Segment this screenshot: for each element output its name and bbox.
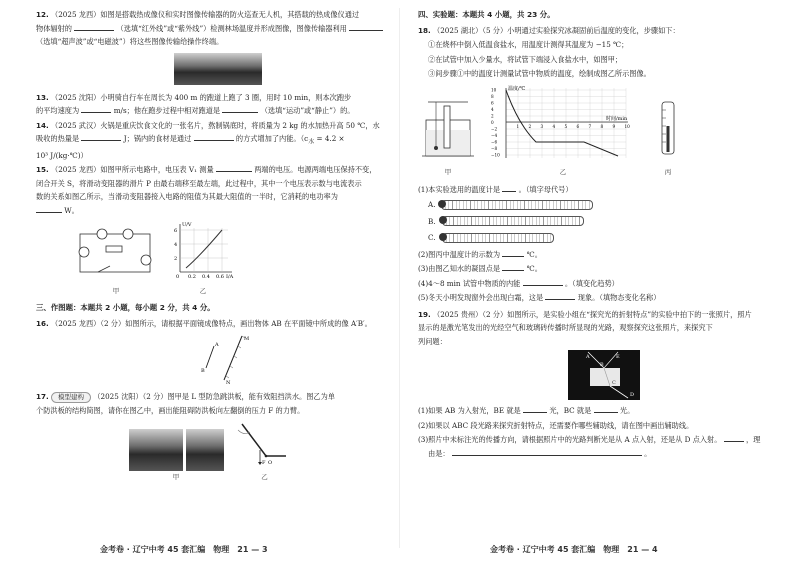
graph-x-label: I/A [226, 274, 234, 281]
question-text: (5)冬天小明发现窗外会出现白霜，这是 [418, 293, 544, 302]
question-text: 物体辐射的 [36, 23, 72, 33]
q18-sub5 [418, 291, 780, 305]
mirror-label-n: N [226, 380, 231, 385]
graph-x-tick: 8 [600, 123, 604, 129]
question-text: 光，BC 就是 [549, 406, 592, 415]
answer-blank[interactable] [502, 183, 516, 192]
question-text: 吸收的热量是 [36, 134, 80, 143]
question-15 [36, 163, 386, 217]
question-16 [36, 317, 386, 331]
question-number: 14. [36, 120, 49, 130]
section-3-heading: 三、作图题：本题共 2 小题，每小题 2 分，共 4 分。 [36, 303, 215, 313]
answer-blank[interactable] [222, 104, 258, 113]
beaker-figure [418, 98, 478, 180]
flood-barrier-closeup [186, 429, 224, 471]
force-label-f: F [261, 460, 265, 467]
graph-y-tick: 6 [491, 100, 494, 105]
question-text: （2025 沈阳）（2 分）图甲是 L 型防急跳洪板，能有效阻挡洪水。图乙为单 [93, 392, 335, 402]
photo-label-a: A [586, 354, 590, 360]
graph-y-tick: 2 [491, 113, 494, 118]
barrier-structure-diagram[interactable] [236, 420, 294, 466]
question-text: (4)4～8 min 试管中物质的内能 [418, 278, 521, 288]
q18-sub3 [418, 262, 780, 276]
thermometer-closeup-figure [648, 98, 688, 180]
refraction-photo[interactable] [568, 350, 640, 400]
photo-label-b: B [600, 362, 604, 368]
graph-y-label: U/V [182, 222, 192, 229]
graph-x-tick: 1 [516, 123, 520, 129]
question-number: 19. [418, 309, 431, 319]
question-text: （2025 武汉）火锅是重庆饮食文化的一张名片，熬制锅底时，将质量为 2 kg 的水加热升高 50 ℃，水 [51, 120, 380, 130]
answer-blank[interactable] [74, 22, 114, 31]
graph-y-tick: 4 [174, 242, 178, 249]
graph-y-tick: 4 [491, 106, 494, 112]
answer-blank[interactable] [523, 277, 563, 286]
graph-x-tick: 10 [624, 123, 630, 129]
question-text: 。（填字母代号） [518, 184, 573, 194]
left-footer: 金考卷 · 辽宁中考 45 套汇编 物理 21 — 3 [100, 544, 268, 554]
question-text: (3)照片中未标注光的传播方向，请根据照片中的光路判断光是从 A 点入射，还是从 D 点入射。 [418, 435, 722, 444]
barrier-structure-figure [236, 420, 294, 484]
q18-sub2 [418, 248, 780, 262]
graph-x-tick: 3 [540, 123, 544, 129]
answer-blank[interactable] [545, 291, 575, 300]
model-building-tag: 模型建构 [51, 392, 91, 403]
graph-x-tick: 9 [612, 123, 616, 129]
figure-caption: 乙 [261, 472, 268, 481]
q19-sub2: (2)如果以 ABC 段光路来探究折射特点，还需要作哪些辅助线，请在图中画出辅助线。 [418, 420, 694, 430]
object-label-a: A [215, 342, 219, 349]
graph-x-tick: 2 [528, 123, 532, 129]
circuit-diagram [76, 228, 156, 280]
step-1: ①在烧杯中倒入低温食盐水，用温度计测得其温度为 −15 ℃； [428, 40, 629, 49]
question-text: 。（填变化趋势） [564, 278, 619, 288]
figure-caption: 丙 [664, 168, 672, 176]
q18-sub1 [418, 183, 780, 197]
mirror-label-m: M [244, 336, 250, 343]
figure-caption: 甲 [172, 472, 180, 481]
question-text: 闭合开关 S，将滑动变阻器的滑片 P 由最右端移至最左端，此过程中，其中一个电压表示数与电流表示 [36, 178, 362, 188]
q19-sub3 [418, 433, 780, 460]
question-text: 数的关系如图乙所示，当滑动变阻器接入电路的阻值为其最大阻值的一半时，它消耗的电功率为 [36, 192, 338, 202]
temperature-time-graph [488, 84, 638, 162]
question-text: （2025 龙西）（2 分）如图所示，请根据平面镜成像特点，画出物体 AB 在平面镜中所成的像 A′B′。 [51, 318, 372, 328]
question-text: 现象。（填物态变化名称） [577, 293, 661, 302]
q15-figures [76, 220, 386, 298]
question-text: m/s；他在跑步过程中相对跑道是 [113, 106, 221, 115]
graph-y-tick: 6 [174, 228, 178, 235]
step-2: ②在试管中加入少量水，将试管下端浸入食盐水中，如图甲； [428, 54, 623, 64]
answer-blank[interactable] [502, 262, 524, 271]
q17-figures [36, 420, 386, 484]
graph-y-tick: 2 [174, 256, 178, 263]
section-4-heading: 四、实验题：本题共 4 小题，共 23 分。 [418, 10, 555, 19]
drone-photo [174, 53, 262, 85]
circuit-figure [76, 228, 156, 298]
question-14 [36, 119, 386, 163]
answer-blank[interactable] [594, 404, 618, 413]
question-text: (1)本实验选用的温度计是 [418, 184, 501, 194]
question-text: ，理 [746, 435, 761, 444]
thermometer-closeup [648, 98, 688, 162]
graph-x-tick: 5 [564, 123, 568, 129]
question-text: （2025 湖北）（5 分）小明通过实验探究冰凝固前后温度的变化，步骤如下： [433, 25, 680, 35]
option-label: B. [428, 216, 436, 226]
question-text: （选填“运动”或“静止”）的。 [260, 106, 355, 115]
cooling-curve [506, 90, 618, 156]
figure-caption: 乙 [199, 286, 207, 295]
flood-barrier-photo [129, 429, 183, 471]
graph-x-label: 时间/min [606, 115, 628, 122]
question-text: 的平均速度为 [36, 106, 80, 115]
right-footer: 金考卷 · 辽宁中考 45 套汇编 物理 21 — 4 [490, 544, 658, 554]
answer-blank[interactable] [523, 404, 547, 413]
answer-blank[interactable] [452, 447, 642, 456]
answer-blank[interactable] [502, 248, 524, 257]
graph-y-tick: −10 [491, 152, 500, 157]
question-19 [418, 308, 780, 349]
thermometer-c-icon [442, 233, 554, 243]
photo-label-e: E [616, 354, 620, 360]
photo-label-c: C [612, 380, 616, 386]
graph-x-tick: 6 [576, 123, 580, 129]
figure-caption: 甲 [112, 286, 120, 295]
answer-blank[interactable] [81, 132, 121, 141]
thermometer-a-icon [441, 200, 593, 210]
graph-y-tick: −2 [491, 126, 498, 131]
option-label: A. [428, 200, 436, 209]
question-number: 13. [36, 92, 49, 102]
step-3: ③间步骤①中的温度计测量试管中物质的温度，绘制成图乙所示图像。 [428, 69, 651, 78]
graph-x-tick: 0.4 [202, 274, 210, 281]
question-text: 光。 [619, 406, 635, 415]
question-text: 10³ J/(kg·℃)） [36, 150, 88, 160]
question-text: （2025 龙西）如图甲所示电路中，电压表 V₁ 测量 [51, 165, 214, 175]
question-text: （2025 沈阳）小明骑自行车在周长为 400 m 的跑道上跑了 3 圈，用时 10 min，则本次跑步 [51, 92, 352, 102]
mirror-diagram[interactable] [186, 332, 266, 384]
question-number: 15. [36, 165, 49, 175]
answer-blank[interactable] [81, 104, 111, 113]
graph-y-tick: −8 [491, 145, 498, 151]
option-label: C. [428, 233, 436, 242]
graph-y-tick: 10 [491, 87, 497, 92]
photo-label-d: D [630, 392, 635, 398]
graph-origin: 0 [176, 274, 180, 281]
question-text: 两端的电压。电源两端电压保持不变， [254, 165, 377, 175]
graph-x-tick: 0.6 [216, 274, 224, 281]
question-text: 的方式增加了内能。（c [235, 134, 309, 143]
question-text: (2)图丙中温度计的示数为 [418, 249, 501, 259]
graph-x-tick: 0.2 [188, 274, 196, 281]
question-number: 12. [36, 10, 49, 19]
graph-y-tick: 8 [491, 93, 494, 99]
subscript: 水 [308, 138, 315, 146]
option-b-row[interactable] [428, 215, 780, 229]
option-c-row[interactable] [428, 231, 780, 245]
figure-caption: 甲 [444, 168, 452, 176]
pivot-label-o: O [267, 460, 272, 467]
question-text: (3)由图乙知水的凝固点是 [418, 264, 501, 273]
question-text: 由是： [428, 448, 450, 458]
question-text: （选填“红外线”或“紫外线”）检测林场温度并形成图像，图像传输器利用 [116, 23, 347, 33]
question-text: （选填“超声波”或“电磁波”）将这些图像传输给操作终端。 [36, 37, 224, 46]
question-text: (1)如果 AB 为入射光，BE 就是 [418, 406, 521, 415]
question-text: ℃。 [526, 249, 542, 259]
object-label-b: B [201, 368, 205, 375]
question-17 [36, 390, 386, 417]
right-page [400, 0, 800, 566]
figure-caption: 乙 [559, 168, 567, 176]
question-text: 显示的是激光笔发出的光经空气和玻璃砖传播时所显现的光路，观察探究这张照片，来探究下 [418, 323, 713, 332]
question-text: 列问题： [418, 336, 447, 346]
graph-y-tick: 0 [491, 119, 494, 125]
q18-sub4 [418, 277, 780, 291]
flood-barrier-photos [129, 429, 224, 485]
question-text: ℃。 [526, 264, 542, 273]
q18-figures [418, 84, 780, 180]
graph-x-tick: 7 [588, 123, 592, 129]
question-text: J；锅内的食材是通过 [123, 134, 192, 143]
question-number: 18. [418, 25, 431, 35]
question-number: 16. [36, 318, 49, 328]
question-text: 。 [644, 448, 652, 458]
question-text: （2025 贵州）（2 分）如图所示，是实验小组在“探究光的折射特点”的实验中拍下的一张照片，照片 [433, 309, 752, 319]
graph-figure [168, 220, 238, 298]
question-13 [36, 91, 386, 118]
question-12 [36, 8, 386, 49]
graph-y-tick: −6 [491, 139, 498, 144]
u-i-graph [168, 220, 238, 280]
graph-x-tick: 4 [552, 123, 556, 129]
q19-sub1 [418, 404, 780, 418]
question-text: 个防洪板的结构简图，请你在图乙中，画出能阻碍防洪板向左翻倒的压力 F 的力臂。 [36, 405, 305, 415]
option-a-row[interactable] [428, 198, 780, 212]
temperature-graph-figure [488, 84, 638, 180]
question-text: = 4.2 × [316, 134, 345, 143]
question-text: （2025 龙西）如图是搭载热成像仪和实时图像传输器的防火巡查无人机，其搭载的热成像仪通过 [51, 10, 360, 19]
beaker-diagram [418, 98, 478, 162]
answer-blank[interactable] [216, 163, 252, 172]
question-18 [418, 24, 780, 38]
question-text: W。 [64, 205, 79, 215]
answer-blank[interactable] [194, 132, 234, 141]
question-number: 17. [36, 392, 49, 402]
answer-blank[interactable] [349, 22, 383, 31]
thermometer-b-icon [442, 216, 584, 226]
answer-blank[interactable] [36, 204, 62, 213]
graph-y-label: 温度/℃ [508, 85, 526, 92]
answer-blank[interactable] [724, 433, 744, 442]
graph-y-tick: −4 [491, 132, 498, 138]
